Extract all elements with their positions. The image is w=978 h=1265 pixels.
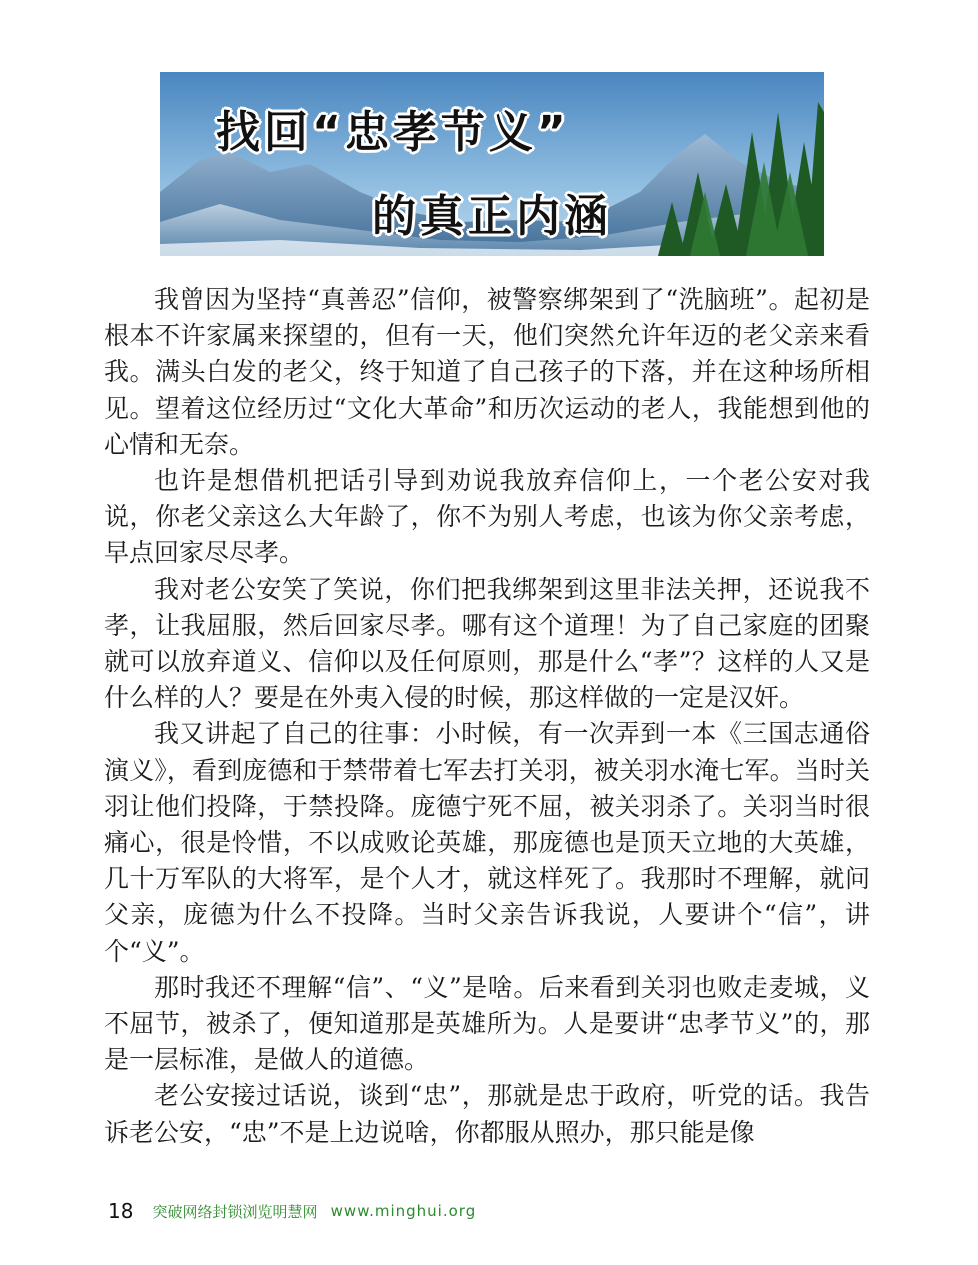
article-paragraph: 也许是想借机把话引导到劝说我放弃信仰上，一个老公安对我说，你老父亲这么大年龄了，你不为别人考虑，也该为你父亲考虑，早点回家尽尽孝。 — [104, 466, 870, 568]
article-paragraph: 老公安接过话说，谈到“忠”，那就是忠于政府，听党的话。我告诉老公安，“忠”不是上边说啥，你都服从照办，那只能是像 — [104, 1081, 870, 1147]
article-paragraph: 我又讲起了自己的往事：小时候，有一次弄到一本《三国志通俗演义》，看到庞德和于禁带着七军去打关羽，被关羽水淹七军。当时关羽让他们投降，于禁投降。庞德宁死不屈，被关羽杀了。关羽当时很痛心，很是怜惜，不以成败论英雄，那庞德也是顶天立地的大英雄，几十万军队的大将军，是个人才，就这样死了。我那时不理解，就问父亲，庞德为什么不投降。当时父亲告诉我说，人要讲个“信”，讲个“义”。 — [104, 719, 870, 966]
article-paragraph: 我对老公安笑了笑说，你们把我绑架到这里非法关押，还说我不孝，让我屈服，然后回家尽孝。哪有这个道理！为了自己家庭的团聚就可以放弃道义、信仰以及任何原则，那是什么“孝”？这样的人又是什么样的人？要是在外夷入侵的时候，那这样做的一定是汉奸。 — [104, 574, 870, 713]
article-paragraph: 我曾因为坚持“真善忍”信仰，被警察绑架到了“洗脑班”。起初是根本不许家属来探望的，但有一天，他们突然允许年迈的老父亲来看我。满头白发的老父，终于知道了自己孩子的下落，并在这种场所相见。望着这位经历过“文化大革命”和历次运动的老人，我能想到他的心情和无奈。 — [104, 285, 870, 459]
banner-title-line1: 找回“忠孝节义” — [216, 107, 570, 158]
page-footer — [108, 1199, 476, 1227]
page-number: 18 — [108, 1199, 134, 1223]
footer-url-link[interactable]: www.minghui.org — [330, 1202, 477, 1220]
footer-slogan: 突破网络封锁浏览明慧网 — [152, 1202, 318, 1221]
title-banner — [160, 72, 824, 256]
article-paragraph: 那时我还不理解“信”、“义”是啥。后来看到关羽也败走麦城，义不屈节，被杀了，便知道那是英雄所为。人是要讲“忠孝节义”的，那是一层标准，是做人的道德。 — [104, 972, 870, 1075]
article-body — [104, 282, 870, 1151]
banner-title-line2: 的真正内涵 — [372, 191, 612, 242]
